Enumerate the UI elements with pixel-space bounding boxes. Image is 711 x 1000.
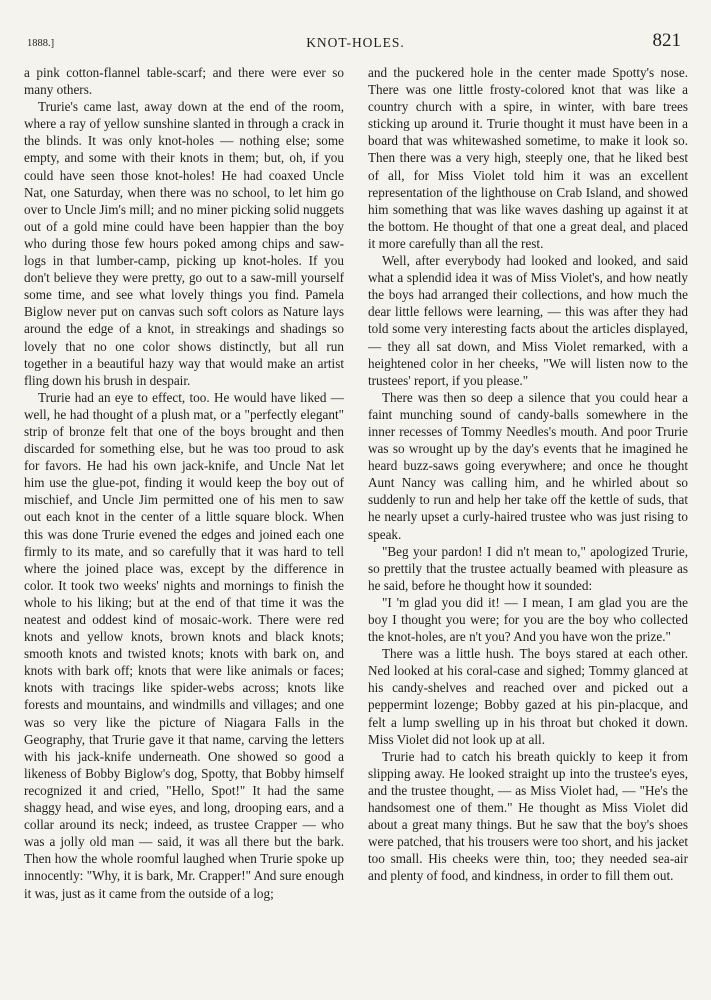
text-columns (24, 64, 688, 984)
paragraph: a pink cotton-flannel table-scarf; and there were ever so many others. (24, 65, 344, 98)
page-number: 821 (652, 30, 681, 51)
header-year: 1888.] (27, 38, 55, 49)
right-column (368, 64, 688, 984)
paragraph: "I 'm glad you did it! — I mean, I am glad you are the boy I thought you were; for you are the boy who collected the knot-holes, are n't you? And you have won the prize." (368, 594, 688, 645)
paragraph: and the puckered hole in the center made Spotty's nose. There was one little frosty-colored knot that was like a country church with a spire, in winter, with bare trees sticking up around it. Trurie thought it must have been in a board that was whitewashed sometime, to make it look so. Then there was a very high, steeply one, that he liked best of all, for Miss Violet told him it was an excellent representation of the lighthouse on Crab Island, and showed him something that was like waves dashing up against it at the bottom. He thought of that one a great deal, and placed it more carefully than all the rest. (368, 65, 688, 251)
paragraph: There was then so deep a silence that you could hear a faint munching sound of candy-balls somewhere in the inner recesses of Tommy Needles's mouth. And poor Trurie was so wrought up by the day's events that he imagined he heard buzz-saws going everywhere; and once he thought Aunt Nancy was calling him, and he whirled about so suddenly to run and help her take off the kettle of suds, that he nearly upset a curly-haired trustee who was just rising to speak. (368, 389, 688, 542)
paragraph: There was a little hush. The boys stared at each other. Ned looked at his coral-case and sighed; Tommy glanced at his candy-shelves and reached over and picked out a peppermint lozenge; Bobby gazed at his pin-placque, and felt a lump swelling up in his throat but choked it down. Miss Violet did not look up at all. (368, 646, 688, 747)
paragraph: Trurie had an eye to effect, too. He would have liked — well, he had thought of a plush mat, or a "perfectly elegant" strip of bronze felt that one of the boys brought and then discarded for something else, but he was too proud to ask for favors. He had his own jack-knife, and Uncle Nat let him use the glue-pot, finding it would keep the boy out of mischief, and Uncle Jim permitted one of his men to saw out each knot in the center of a little square block. When this was done Trurie evened the edges and joined each one firmly to its mate, and so carefully that it was hard to tell where the joined place was, except by the difference in color. It took two weeks' nights and mornings to finish the whole to his liking; but at the end of that time it was the neatest and oddest kind of mosaic-work. There were red knots and yellow knots, brown knots and black knots; smooth knots and twisted knots; knots with bark on, and knots with bark off; knots that were like animals or faces; knots with tracings like spider-webs across; knots like forests and mountains, and windmills and villages; and one was so very like the picture of Niagara Falls in the Geography, that Trurie gave it that name, carving the letters with his jack-knife underneath. One showed so good a likeness of Bobby Biglow's dog, Spotty, that Bobby himself recognized it and cried, "Hello, Spot!" It had the same shaggy head, and wise eyes, and long, drooping ears, and a collar around its neck; indeed, as trustee Crapper — who was a jolly old man — said, it was all there but the bark. Then how the whole roomful laughed when Trurie spoke up innocently: "Why, it is bark, Mr. Crapper!" And sure enough it was, just as it came from the outside of a log; (24, 389, 344, 901)
left-column (24, 64, 344, 984)
paragraph: Trurie's came last, away down at the end of the room, where a ray of yellow sunshine slanted in through a crack in the blinds. It was only knot-holes — nothing else; some empty, and some with their knots in them; but, oh, if you could have seen those knot-holes! He had coaxed Uncle Nat, one Saturday, when there was no school, to let him go over to Uncle Jim's mill; and no miner picking solid nuggets out of a gold mine could have been happier than the boy who during those few hours poked among chips and saw-logs in that lumber-camp, picking up knot-holes. If you don't believe they were pretty, go out to a saw-mill yourself some time, and see what lovely things you find. Pamela Biglow never put on canvas such soft colors as Nature lays around the edge of a knot, in streakings and shadings so lovely that no one color shows distinctly, but all run together in a beautiful hazy way that would make an artist fling down his brush in despair. (24, 99, 344, 388)
header-title: KNOT-HOLES. (306, 35, 405, 50)
paragraph: Well, after everybody had looked and looked, and said what a splendid idea it was of Miss Violet's, and how neatly the boys had arranged their collections, and how much the dear little fellows were learning, — this was after they had told some very interesting facts about the articles displayed, — they all sat down, and Miss Violet remarked, with a heightened color in her cheeks, "We will listen now to the trustees' report, if you please." (368, 253, 688, 388)
paragraph: "Beg your pardon! I did n't mean to," apologized Trurie, so prettily that the trustee actually beamed with pleasure as he said, before he thought how it sounded: (368, 543, 688, 593)
running-header (24, 30, 687, 60)
paragraph: Trurie had to catch his breath quickly to keep it from slipping away. He looked straight up into the trustee's eyes, and the trustee thought, — as Miss Violet had, — "He's the handsomest one of them." He thought as Miss Violet did about a great many things. But he saw that the boy's shoes were patched, that his trousers were too short, and his jacket too small. His cheeks were thin, too; they needed sea-air and plenty of food, and kindness, in order to fill them out. (368, 748, 688, 884)
